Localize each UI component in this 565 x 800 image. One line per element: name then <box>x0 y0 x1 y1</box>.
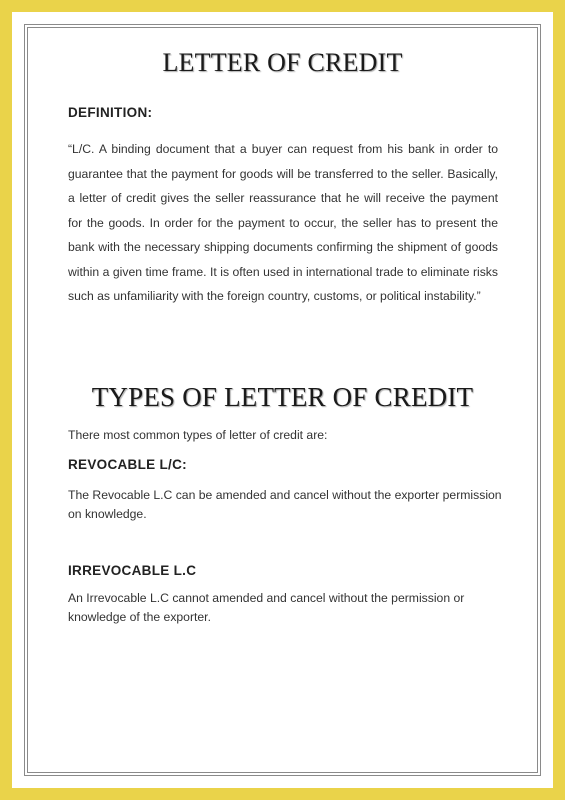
irrevocable-heading: IRREVOCABLE L.C <box>68 563 197 578</box>
irrevocable-paragraph: An Irrevocable L.C cannot amended and cancel without the permission or knowledge of the exporter. <box>68 591 465 624</box>
document-title: LETTER OF CREDIT <box>162 48 403 77</box>
revocable-heading: REVOCABLE L/C: <box>68 457 187 472</box>
document-page <box>12 12 553 788</box>
revocable-paragraph: The Revocable L.C can be amended and cancel without the exporter permission on knowledge. <box>68 488 502 521</box>
types-intro-text: There most common types of letter of credit are: <box>68 428 328 442</box>
definition-heading: DEFINITION: <box>68 105 153 120</box>
definition-paragraph: “L/C. A binding document that a buyer can request from his bank in order to guarantee that the payment for goods will be transferred to the seller. Basically, a letter of credit gives the seller reassurance that he will receive the payment for the goods. In order for the payment to occur, the seller has to present the bank with the necessary shipping documents confirming the shipment of goods within a given time frame. It is often used in international trade to eliminate risks such as unfamiliarity with the foreign country, customs, or political instability.” <box>68 142 498 303</box>
types-section-title: TYPES OF LETTER OF CREDIT <box>91 382 474 412</box>
